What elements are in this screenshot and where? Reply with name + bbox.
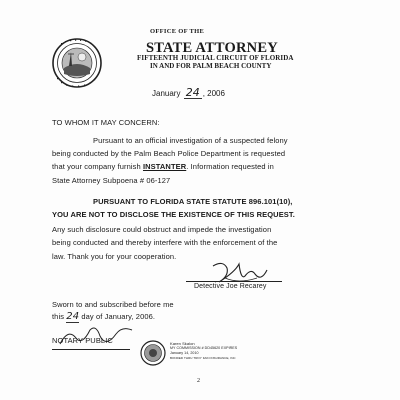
letterhead-office-of: OFFICE OF THE bbox=[150, 28, 205, 35]
signature-line bbox=[186, 281, 282, 282]
notary-stamp-bonded: BONDED THRU TROY FAIN INSURANCE, INC bbox=[170, 356, 236, 360]
nondisclosure-warning: YOU ARE NOT TO DISCLOSE THE EXISTENCE OF THIS REQUEST. bbox=[52, 210, 295, 219]
letter-date bbox=[152, 88, 225, 99]
subpoena-reference: State Attorney Subpoena # 06-127 bbox=[52, 176, 171, 185]
instanter-emphasis: INSTANTER bbox=[142, 162, 187, 171]
notary-label: NOTARY PUBLIC bbox=[52, 336, 113, 345]
body-p1-line2: being conducted by the Palm Beach Police Department is requested bbox=[52, 149, 286, 158]
body-p1-line3-b: . Information requested in bbox=[186, 162, 274, 171]
sworn-this: this bbox=[52, 312, 65, 321]
body-p2-line2: being conducted and thereby interfere with the enforcement of the bbox=[52, 238, 278, 247]
body-p2-line1: Any such disclosure could obstruct and impede the investigation bbox=[52, 225, 272, 234]
notary-stamp-name: Karen Skalon bbox=[170, 341, 195, 346]
sworn-rest: day of January, 2006. bbox=[81, 312, 156, 321]
detective-name: Detective Joe Recarey bbox=[194, 283, 267, 290]
notary-signature bbox=[56, 320, 136, 350]
body-p1-line1: Pursuant to an official investigation of a suspected felony bbox=[93, 136, 288, 145]
statute-reference: PURSUANT TO FLORIDA STATE STATUTE 896.101(10), bbox=[93, 197, 293, 206]
body-p2-line3: law. Thank you for your cooperation. bbox=[52, 252, 177, 261]
date-month: January bbox=[152, 89, 181, 98]
page-number: 2 bbox=[197, 378, 200, 384]
date-day-handwritten: 24 bbox=[185, 86, 200, 99]
notary-stamp-commission: MY COMMISSION # DD45620 EXPIRES bbox=[170, 346, 238, 350]
notary-signature-line bbox=[52, 349, 130, 350]
body-p1-line3-a: that your company furnish bbox=[52, 162, 143, 171]
state-seal-icon bbox=[52, 38, 102, 88]
notary-seal-icon bbox=[140, 340, 166, 366]
letterhead-title: STATE ATTORNEY bbox=[146, 40, 278, 56]
sworn-day-handwritten: 24 bbox=[66, 311, 80, 322]
body-p1-line3 bbox=[52, 162, 274, 171]
date-year: , 2006 bbox=[202, 89, 225, 98]
notary-stamp-expires: January 14, 2010 bbox=[170, 351, 199, 355]
sworn-line1: Sworn to and subscribed before me bbox=[52, 300, 174, 309]
letterhead-county: IN AND FOR PALM BEACH COUNTY bbox=[150, 62, 272, 70]
letterhead-circuit: FIFTEENTH JUDICIAL CIRCUIT OF FLORIDA bbox=[137, 54, 294, 62]
salutation: TO WHOM IT MAY CONCERN: bbox=[52, 118, 160, 127]
